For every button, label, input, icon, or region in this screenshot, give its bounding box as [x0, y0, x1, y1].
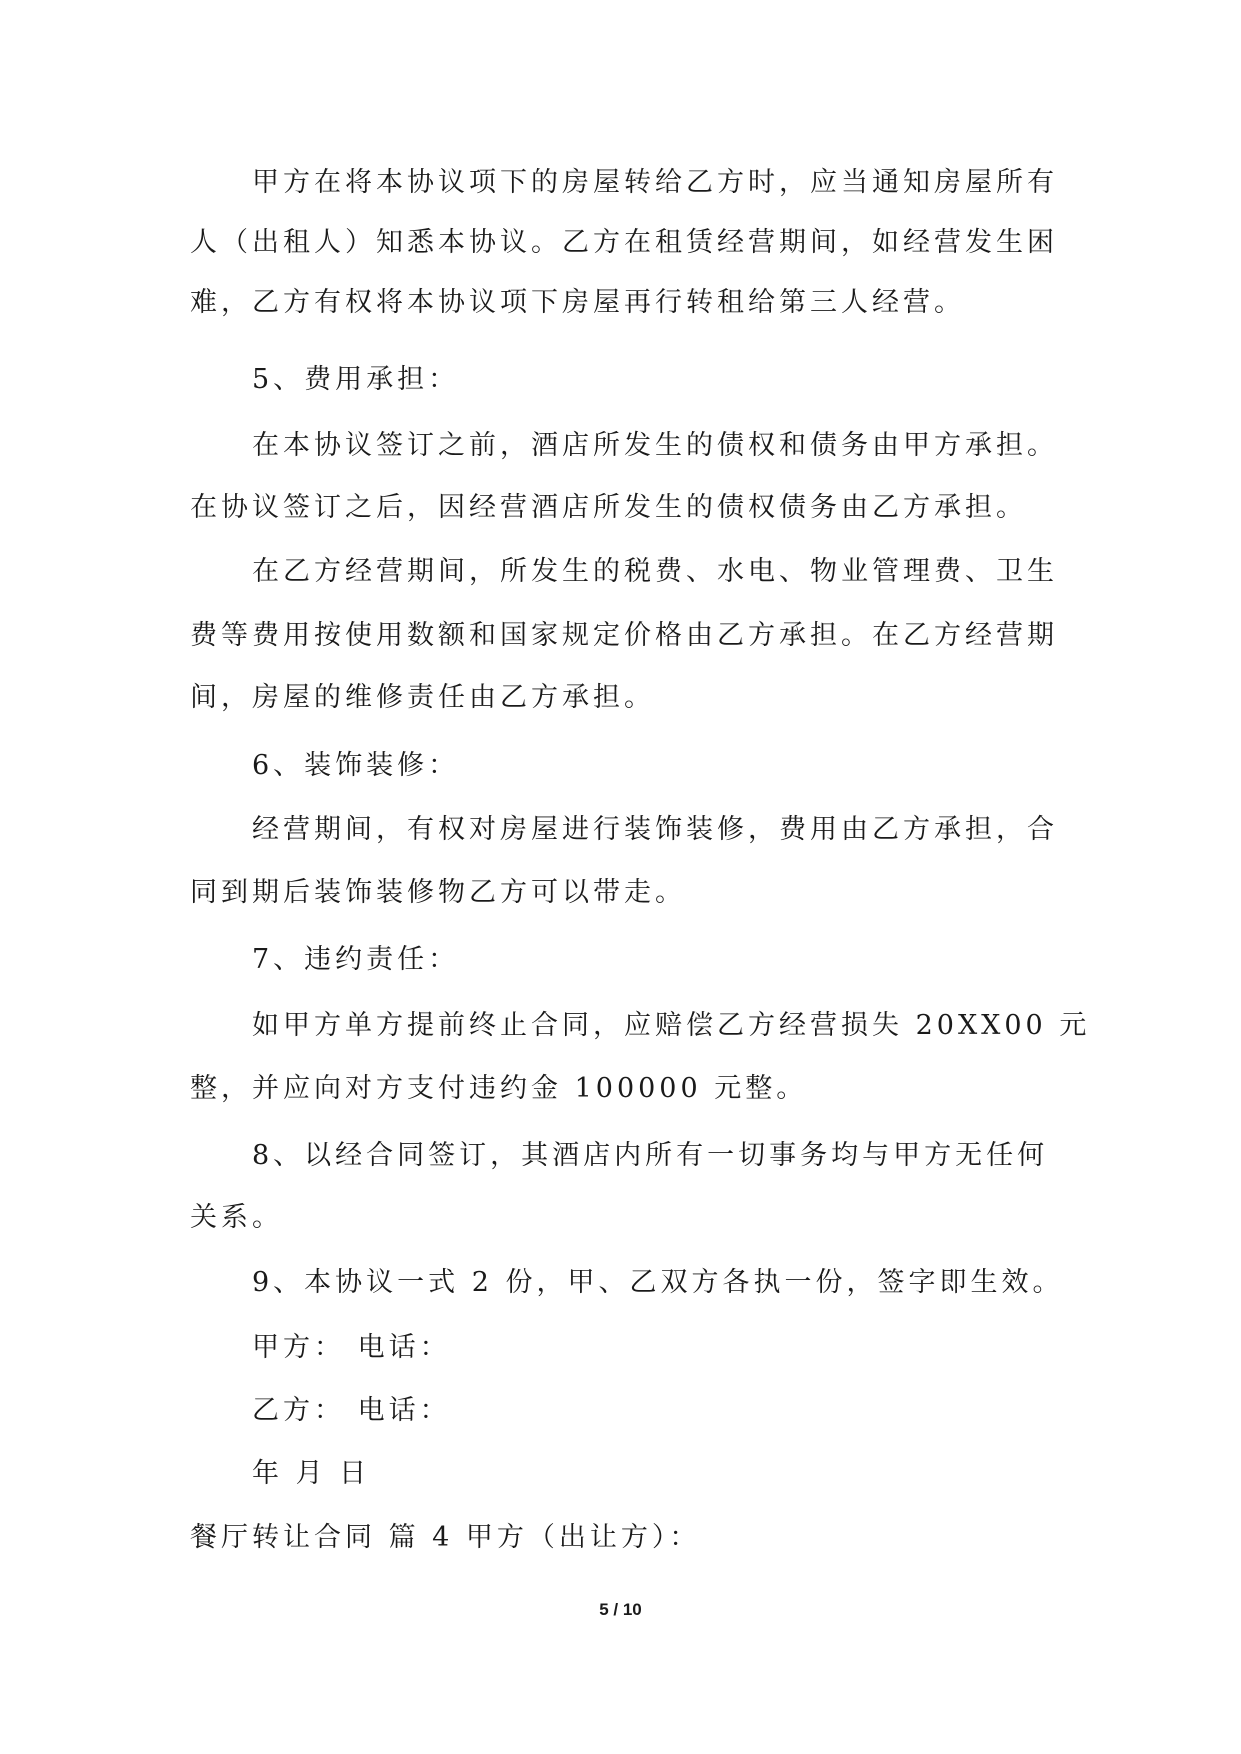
section-heading: 6、装饰装修： — [252, 750, 460, 781]
paragraph-line: 关系。 — [190, 1202, 283, 1233]
paragraph-line: 9、本协议一式 2 份，甲、乙双方各执一份，签字即生效。 — [252, 1267, 1064, 1298]
paragraph-line: 如甲方单方提前终止合同，应赔偿乙方经营损失 20XX00 元 — [252, 1010, 1091, 1041]
section-heading: 7、违约责任： — [252, 944, 460, 975]
paragraph-line: 间，房屋的维修责任由乙方承担。 — [190, 682, 655, 713]
paragraph-line: 整，并应向对方支付违约金 100000 元整。 — [190, 1073, 808, 1104]
section-heading: 5、费用承担： — [252, 364, 460, 395]
paragraph-line: 在协议签订之后，因经营酒店所发生的债权债务由乙方承担。 — [190, 492, 1027, 523]
paragraph-line: 在本协议签订之前，酒店所发生的债权和债务由甲方承担。 — [252, 430, 1058, 461]
signature-line-party-a: 甲方： 电话： — [252, 1332, 451, 1363]
next-section-title: 餐厅转让合同 篇 4 甲方（出让方）： — [190, 1522, 701, 1553]
paragraph-line: 费等费用按使用数额和国家规定价格由乙方承担。在乙方经营期 — [190, 620, 1058, 651]
paragraph-line: 甲方在将本协议项下的房屋转给乙方时，应当通知房屋所有 — [252, 167, 1058, 198]
date-line: 年 月 日 — [252, 1458, 371, 1489]
paragraph-line: 人（出租人）知悉本协议。乙方在租赁经营期间，如经营发生困 — [190, 227, 1058, 258]
signature-line-party-b: 乙方： 电话： — [252, 1395, 451, 1426]
paragraph-line: 经营期间，有权对房屋进行装饰装修，费用由乙方承担，合 — [252, 814, 1058, 845]
paragraph-line: 在乙方经营期间，所发生的税费、水电、物业管理费、卫生 — [252, 556, 1058, 587]
paragraph-line: 8、以经合同签订，其酒店内所有一切事务均与甲方无任何 — [252, 1140, 1049, 1171]
paragraph-line: 同到期后装饰装修物乙方可以带走。 — [190, 877, 686, 908]
paragraph-line: 难，乙方有权将本协议项下房屋再行转租给第三人经营。 — [190, 287, 965, 318]
page-number: 5 / 10 — [599, 1600, 642, 1619]
